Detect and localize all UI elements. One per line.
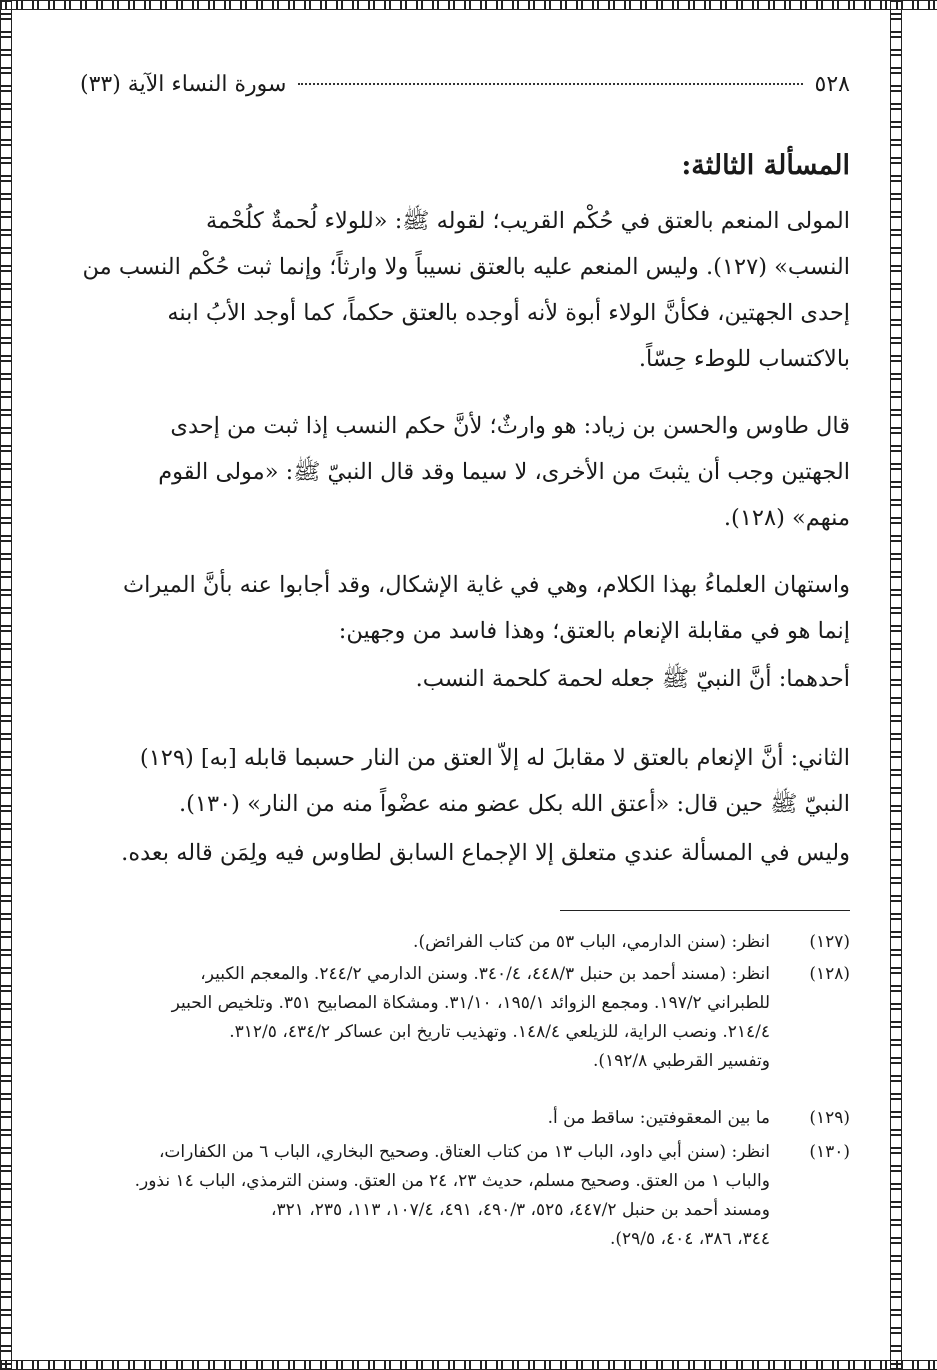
footnote-line: انظر: (مسند أحمد بن حنبل ٤٤٨/٣، ٣٤٠/٤. وسنن الدارمي ٢٤٤/٢. والمعجم الكبير، (200, 964, 770, 984)
paragraph-line: الثاني: أنَّ الإنعام بالعتق لا مقابلَ له إلاّ العتق من النار حسبما قابله [به] (١٢٩) (139, 745, 850, 771)
footnote-line: وتفسير القرطبي ١٩٢/٨). (592, 1051, 770, 1071)
footnote-text (60, 1104, 770, 1133)
footnote-line: للطبراني ١٩٧/٢. ومجمع الزوائد ١٩٥/١، ٣١/١٠. ومشكاة المصابيح ٣٥١. وتلخيص الحبير (171, 993, 770, 1013)
section-title: المسألة الثالثة: (681, 150, 850, 181)
footnote-number: (١٢٧) (809, 932, 850, 952)
paragraph-line: المولى المنعم بالعتق في حُكْم القريب؛ لقوله ﷺ: «للولاء لُحمةٌ كلُحْمة (205, 208, 850, 234)
footnote-128 (60, 960, 850, 1076)
footnote-line: ٣٤٤، ٣٨٦، ٤٠٤، ٢٩/٥). (609, 1229, 770, 1249)
paragraph-5 (60, 735, 850, 827)
paragraph-line: أحدهما: أنَّ النبيّ ﷺ جعله لحمة كلحمة النسب. (415, 666, 850, 692)
left-border-ornament (0, 0, 12, 1370)
footnote-number: (١٢٩) (809, 1108, 850, 1128)
footnote-line: انظر: (سنن أبي داود، الباب ١٣ من كتاب العتاق. وصحيح البخاري، الباب ٦ من الكفارات، (158, 1142, 770, 1162)
paragraph-line: منهم» (١٢٨). (723, 505, 850, 531)
paragraph-1 (60, 198, 850, 382)
paragraph-line: قال طاوس والحسن بن زياد: هو وارثٌ؛ لأنَّ حكم النسب إذا ثبت من إحدى (170, 413, 850, 439)
footnote-separator (560, 910, 850, 911)
paragraph-line: بالاكتساب للوطء حِسّاً. (638, 346, 850, 372)
paragraph-3 (60, 562, 850, 654)
footnote-line: ٢١٤/٤. ونصب الراية، للزيلعي ١٤٨/٤. وتهذيب تاريخ ابن عساكر ٤٣٤/٢، ٣١٢/٥. (229, 1022, 770, 1042)
paragraph-line: إنما هو في مقابلة الإنعام بالعتق؛ وهذا فاسد من وجهين: (338, 618, 850, 644)
running-title: سورة النساء الآية (٣٣) (80, 71, 287, 97)
footnote-text (60, 928, 770, 957)
footnote-line: ما بين المعقوفتين: ساقط من أ. (547, 1108, 770, 1128)
footnote-line: والباب ١ من العتق. وصحيح مسلم، حديث ٢٣، ٢٤ من العتق. وسنن الترمذي، الباب ١٤ نذور. (134, 1171, 770, 1191)
footnote-text (60, 960, 770, 1076)
paragraph-line: النسب» (١٢٧). وليس المنعم عليه بالعتق نسيباً ولا وارثاً؛ وإنما ثبت حُكْم النسب من (82, 254, 850, 280)
footnote-line: انظر: (سنن الدارمي، الباب ٥٣ من كتاب الفرائض). (413, 932, 770, 952)
paragraph-line: الجهتين وجب أن يثبتَ من الأخرى، لا سيما وقد قال النبيّ ﷺ: «مولى القوم (158, 459, 850, 485)
footnote-number: (١٣٠) (809, 1142, 850, 1162)
paragraph-2 (60, 403, 850, 541)
paragraph-6 (60, 830, 850, 876)
paragraph-4 (60, 656, 850, 702)
footnote-129 (60, 1104, 850, 1133)
footnote-text (60, 1138, 770, 1254)
footnote-number: (١٢٨) (809, 964, 850, 984)
paragraph-line: واستهان العلماءُ بهذا الكلام، وهي في غاية الإشكال، وقد أجابوا عنه بأنَّ الميراث (122, 572, 850, 598)
footnote-line: ومسند أحمد بن حنبل ٤٤٧/٢، ٥٢٥، ٤٩٠/٣، ٤٩١، ١٠٧/٤، ١١٣، ٢٣٥، ٣٢١، (270, 1200, 770, 1220)
page-number: ٥٢٨ (814, 71, 850, 97)
right-border-ornament (890, 0, 902, 1370)
paragraph-line: النبيّ ﷺ حين قال: «أعتق الله بكل عضو منه عضْواً منه من النار» (١٣٠). (178, 791, 850, 817)
footnote-127 (60, 928, 850, 957)
page-header (80, 66, 850, 102)
footnote-130 (60, 1138, 850, 1254)
paragraph-line: وليس في المسألة عندي متعلق إلا الإجماع السابق لطاوس فيه ولِمَن قاله بعده. (121, 840, 850, 866)
paragraph-line: إحدى الجهتين، فكأنَّ الولاء أبوة لأنه أوجده بالعتق حكماً، كما أوجد الأبُ ابنه (167, 300, 850, 326)
book-page (60, 0, 850, 1370)
header-dot-leader (298, 83, 802, 85)
